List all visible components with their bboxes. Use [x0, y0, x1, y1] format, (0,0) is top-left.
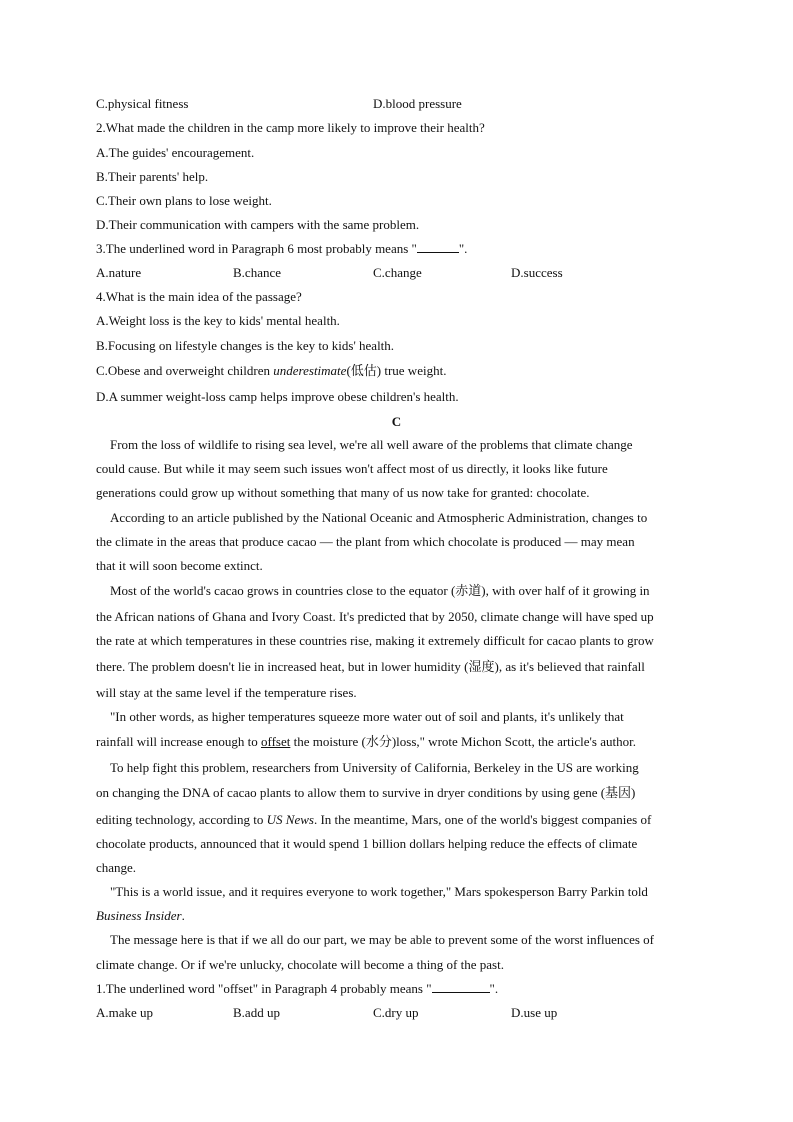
section-heading-c: C — [391, 414, 402, 429]
q3-option-d: D.success — [511, 265, 563, 280]
answer-blank — [432, 981, 490, 993]
source-us-news: US News — [266, 812, 314, 827]
p4-text-before: rainfall will increase enough to — [96, 734, 261, 749]
paragraph-4-line-1: "In other words, as higher temperatures squeeze more water out of soil and plants, it's unlikely that — [110, 709, 624, 724]
q2-option-d: D.Their communication with campers with the same problem. — [96, 217, 420, 232]
source-business-insider: Business Insider — [96, 908, 182, 923]
q3-option-b: B.chance — [233, 265, 282, 280]
paragraph-3-line-1: Most of the world's cacao grows in countries close to the equator (赤道), with over half of it growing in — [110, 583, 650, 598]
q2-option-a: A.The guides' encouragement. — [96, 145, 255, 160]
q4-c-text-after: (低估) true weight. — [346, 363, 447, 378]
paragraph-2-line-3: that it will soon become extinct. — [96, 558, 263, 573]
c-q1-text-after: ". — [489, 981, 499, 996]
q3-text-before: 3.The underlined word in Paragraph 6 most probably means " — [96, 241, 417, 256]
q4-c-italic-word: underestimate — [273, 363, 347, 378]
question-3 — [96, 241, 467, 257]
c-q1-option-b: B.add up — [233, 1005, 280, 1020]
question-4: 4.What is the main idea of the passage? — [96, 289, 302, 304]
c-q1-text-before: 1.The underlined word "offset" in Paragraph 4 probably means " — [96, 981, 432, 996]
paragraph-1-line-2: could cause. But while it may seem such issues won't affect most of us directly, it looks like future — [96, 461, 608, 476]
paragraph-5-line-5: change. — [96, 860, 137, 875]
q3-option-c: C.change — [373, 265, 422, 280]
paragraph-2-line-1: According to an article published by the National Oceanic and Atmospheric Administration, changes to — [110, 510, 648, 525]
p6-text-after: . — [181, 908, 185, 923]
q2-option-c: C.Their own plans to lose weight. — [96, 193, 272, 208]
paragraph-7-line-2: climate change. Or if we're unlucky, chocolate will become a thing of the past. — [96, 957, 504, 972]
p5-text-after: . In the meantime, Mars, one of the world's biggest companies of — [313, 812, 652, 827]
q4-option-c — [96, 363, 446, 379]
paragraph-1-line-3: generations could grow up without something that many of us now take for granted: chocolate. — [96, 485, 590, 500]
paragraph-6-line-1: "This is a world issue, and it requires everyone to work together," Mars spokesperson Barry Parkin told — [110, 884, 648, 899]
paragraph-5-line-4: chocolate products, announced that it would spend 1 billion dollars helping reduce the effects of climate — [96, 836, 638, 851]
option-c-physical-fitness: C.physical fitness — [96, 96, 189, 111]
c-q1-option-c: C.dry up — [373, 1005, 419, 1020]
paragraph-5-line-1: To help fight this problem, researchers from University of California, Berkeley in the US are working — [110, 760, 639, 775]
paragraph-3-line-3: the rate at which temperatures in these countries rise, making it extremely difficult for cacao plants to grow — [96, 633, 654, 648]
c-q1-option-a: A.make up — [96, 1005, 154, 1020]
q4-option-b: B.Focusing on lifestyle changes is the key to kids' health. — [96, 338, 395, 353]
c-question-1 — [96, 981, 498, 997]
c-q1-option-d: D.use up — [511, 1005, 558, 1020]
paragraph-3-line-2: the African nations of Ghana and Ivory Coast. It's predicted that by 2050, climate change will have sped up — [96, 609, 654, 624]
q2-option-b: B.Their parents' help. — [96, 169, 209, 184]
paragraph-7-line-1: The message here is that if we all do our part, we may be able to prevent some of the worst influences of — [110, 932, 655, 947]
option-d-blood-pressure: D.blood pressure — [373, 96, 462, 111]
paragraph-3-line-4: there. The problem doesn't lie in increased heat, but in lower humidity (湿度), as it's believed that rainfall — [96, 659, 645, 674]
q3-text-after: ". — [458, 241, 468, 256]
p4-text-after: the moisture (水分)loss," wrote Michon Scott, the article's author. — [290, 734, 636, 749]
p5-text-before: editing technology, according to — [96, 812, 267, 827]
q4-c-text: C.Obese and overweight children — [96, 363, 274, 378]
q4-option-d: D.A summer weight-loss camp helps improve obese children's health. — [96, 389, 459, 404]
q3-option-a: A.nature — [96, 265, 142, 280]
q4-option-a: A.Weight loss is the key to kids' mental health. — [96, 313, 340, 328]
answer-blank — [417, 241, 459, 253]
paragraph-3-line-5: will stay at the same level if the temperature rises. — [96, 685, 357, 700]
paragraph-4-line-2 — [96, 734, 636, 750]
underlined-word-offset: offset — [260, 734, 291, 749]
paragraph-5-line-2: on changing the DNA of cacao plants to allow them to survive in dryer conditions by using gene (基因) — [96, 785, 636, 800]
paragraph-5-line-3 — [96, 812, 651, 828]
paragraph-6-line-2 — [96, 908, 185, 924]
paragraph-1-line-1: From the loss of wildlife to rising sea level, we're all well aware of the problems that climate change — [110, 437, 633, 452]
question-2: 2.What made the children in the camp more likely to improve their health? — [96, 120, 485, 135]
paragraph-2-line-2: the climate in the areas that produce cacao — the plant from which chocolate is produced — may mean — [96, 534, 635, 549]
